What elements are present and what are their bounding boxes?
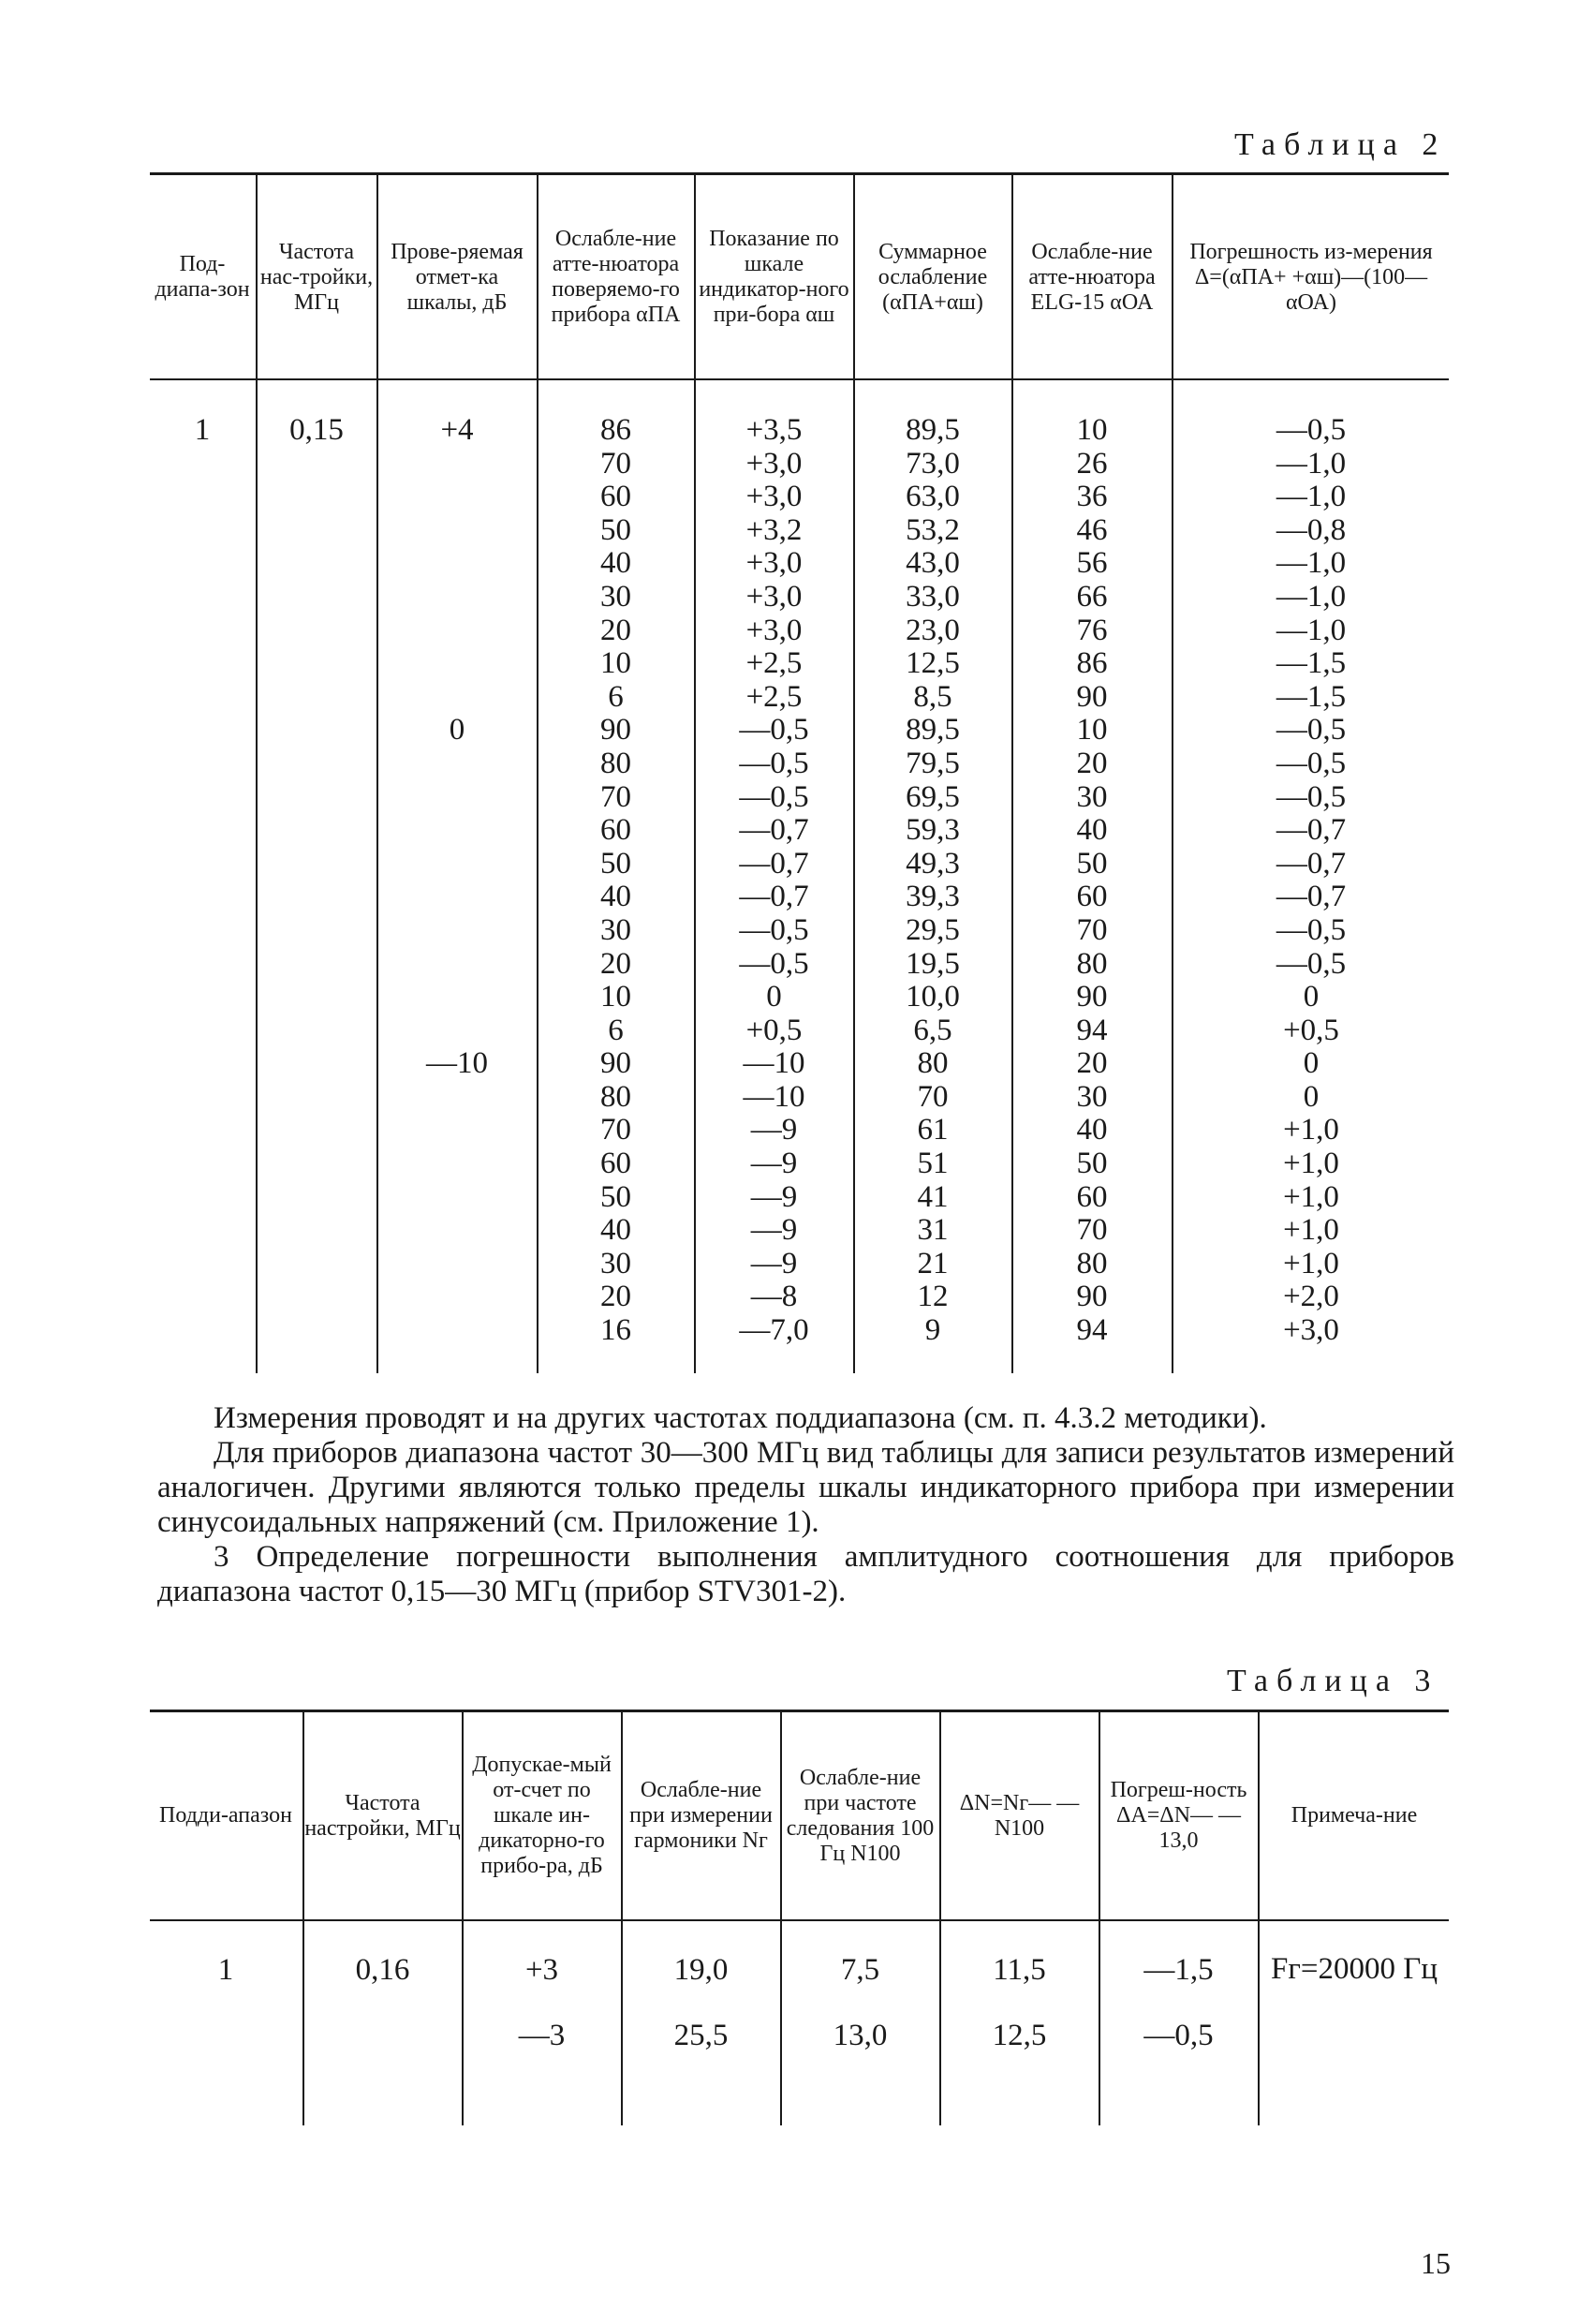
table2-total-cell: 6,5 — [913, 1013, 952, 1047]
table2-error-cell: +0,5 — [1283, 1013, 1339, 1047]
table3-row2-delta-n: 12,5 — [992, 2019, 1047, 2052]
table2-attenuation-cell: 70 — [600, 1113, 631, 1147]
table3-top-rule — [150, 1710, 1449, 1712]
table2-error-cell: —1,0 — [1276, 613, 1347, 647]
table2-reading-cell: +3,0 — [745, 579, 803, 614]
table2-reading-cell: —0,5 — [739, 713, 809, 748]
table2-total-cell: 12,5 — [906, 646, 960, 681]
table2-reading-cell: +3,5 — [745, 413, 803, 447]
table2-reading-cell: —9 — [750, 1113, 798, 1147]
table2-total-cell: 59,3 — [906, 813, 960, 848]
table2-reading-cell: —0,5 — [739, 946, 809, 981]
table2-error-cell: —0,7 — [1276, 846, 1347, 881]
table2-error-cell: —1,5 — [1276, 679, 1347, 714]
table2-attenuation-cell: 40 — [600, 1213, 631, 1248]
table2-total-cell: 29,5 — [906, 912, 960, 947]
table2-elg-cell: 26 — [1076, 446, 1108, 481]
table2-elg-cell: 10 — [1076, 413, 1108, 447]
table2-attenuation-cell: 40 — [600, 546, 631, 581]
table2-total-cell: 43,0 — [906, 546, 960, 581]
paragraph-section-3: 3 Определение погрешности выполнения амплитудного соотношения для приборов диапазона частот 0,15—30 МГц (прибор STV301-2). — [157, 1540, 1454, 1608]
table2-total-cell: 80 — [917, 1046, 949, 1081]
table2-error-cell: +1,0 — [1283, 1179, 1339, 1214]
table3-row1-mark: +3 — [524, 1953, 559, 1987]
table2-header-error: Погрешность из-мерения Δ=(αПА+ +αш)—(100—αОА) — [1189, 239, 1433, 315]
table2-error-cell: —0,7 — [1276, 813, 1347, 848]
body-text — [157, 1401, 1454, 1609]
table2-header-checked-mark: Прове-ряемая отмет-ка шкалы, дБ — [391, 239, 524, 315]
table2-reading-cell: +3,0 — [745, 546, 803, 581]
table3-header-frequency: Частота настройки, МГц — [304, 1790, 461, 1841]
table2-attenuation-cell: 6 — [608, 679, 624, 714]
table3-row1-error: —1,5 — [1143, 1953, 1214, 1987]
table2-error-cell: —1,0 — [1276, 480, 1347, 514]
table2-marks-column — [378, 414, 536, 1351]
table2-header-elg-attenuation: Ослабле-ние атте-нюатора ELG-15 αОА — [1028, 239, 1156, 315]
table2-attenuation-cell: 50 — [600, 1179, 631, 1214]
table2-elg-cell: 90 — [1076, 1280, 1108, 1314]
table3-header-harmonic-attenuation: Ослабле-ние при измерении гармоники Nг — [629, 1778, 773, 1853]
table2-error-cell: +3,0 — [1283, 1313, 1339, 1348]
table2-elg-cell: 90 — [1076, 980, 1108, 1014]
table2-attenuation-cell: 16 — [600, 1313, 631, 1348]
table2-total-cell: 9 — [924, 1313, 941, 1348]
table2-total-cell: 53,2 — [906, 512, 960, 547]
table2-attenuation-cell: 60 — [600, 480, 631, 514]
table2-error-cell: —1,0 — [1276, 546, 1347, 581]
table3-row2-error: —0,5 — [1143, 2019, 1214, 2052]
table2-reading-cell: —9 — [750, 1213, 798, 1248]
table2-header-range: Под-диапа-зон — [155, 252, 250, 302]
table3-row1-frequency: 0,16 — [355, 1953, 410, 1987]
table2-elg-cell: 76 — [1076, 613, 1108, 647]
table2-total-cell: 69,5 — [906, 779, 960, 814]
table2-error-cell: —0,5 — [1276, 779, 1347, 814]
table2-error-cell: —0,8 — [1276, 512, 1347, 547]
table2-attenuation-cell: 90 — [600, 1046, 631, 1081]
paragraph-measurements: Измерения проводят и на других частотах поддиапазона (см. п. 4.3.2 методики). — [214, 1401, 1267, 1435]
table2-elg-cell: 36 — [1076, 480, 1108, 514]
table2-reading-cell: —0,5 — [739, 746, 809, 780]
page-number: 15 — [1421, 2246, 1451, 2280]
table2-total-cell: 73,0 — [906, 446, 960, 481]
table2-total-cell: 39,3 — [906, 880, 960, 914]
table2-total-cell: 61 — [917, 1113, 949, 1147]
table2-attenuation-cell: 60 — [600, 1147, 631, 1181]
table2-elg-cell: 60 — [1076, 1179, 1108, 1214]
table2-reading-column — [696, 414, 852, 1348]
table2-reading-cell: +3,0 — [745, 480, 803, 514]
table2-reading-cell: —0,7 — [739, 846, 809, 881]
table2-total-cell: 19,5 — [906, 946, 960, 981]
table2-attenuation-cell: 80 — [600, 1079, 631, 1114]
table2-error-cell: +1,0 — [1283, 1246, 1339, 1280]
table2-caption: Таблица 2 — [1234, 127, 1447, 162]
table2-elg-cell: 20 — [1076, 1046, 1108, 1081]
table2-total-cell: 41 — [917, 1179, 949, 1214]
table3-header-error: Погреш-ность ΔA=ΔN— —13,0 — [1110, 1778, 1247, 1853]
table2-elg-cell: 40 — [1076, 813, 1108, 848]
table2-error-cell: +1,0 — [1283, 1113, 1339, 1147]
table2-attenuation-cell: 50 — [600, 846, 631, 881]
table2-range-cell: 1 — [194, 413, 211, 447]
table2-attenuation-cell: 60 — [600, 813, 631, 848]
table2-total-cell: 12 — [917, 1280, 949, 1314]
table2-total-cell: 63,0 — [906, 480, 960, 514]
table2-reading-cell: —0,7 — [739, 880, 809, 914]
table3-header-note: Примеча-ние — [1291, 1803, 1418, 1828]
table2-reading-cell: +2,5 — [745, 679, 803, 714]
table2-error-cell: —0,5 — [1276, 746, 1347, 780]
table2-attenuation-cell: 20 — [600, 613, 631, 647]
table2-attenuation-cell: 20 — [600, 946, 631, 981]
table3-row1-note: Fг=20000 Гц — [1271, 1952, 1438, 1986]
table2-elg-cell: 46 — [1076, 512, 1108, 547]
table2-attenuation-cell: 30 — [600, 579, 631, 614]
table3-header-range: Подди-апазон — [159, 1803, 292, 1828]
table2-elg-cell: 80 — [1076, 1246, 1108, 1280]
table3-row1-delta-n: 11,5 — [993, 1953, 1046, 1987]
table3-header-rule — [150, 1919, 1449, 1921]
table3-header-delta-n: ΔN=Nг— —N100 — [959, 1790, 1080, 1841]
table2-attenuation-cell: 50 — [600, 512, 631, 547]
table3-row2-mark: —3 — [518, 2019, 566, 2052]
table2-reading-cell: —9 — [750, 1147, 798, 1181]
table2-total-cell: 51 — [917, 1147, 949, 1181]
table2-mark-cell: +4 — [440, 413, 474, 447]
table3-caption: Таблица 3 — [1227, 1664, 1439, 1698]
table2-total-cell: 31 — [917, 1213, 949, 1248]
table2-header-attenuation: Ослабле-ние атте-нюатора поверяемо-го прибора αПА — [551, 227, 681, 327]
table2-attenuation-cell: 30 — [600, 912, 631, 947]
table2-error-cell: +2,0 — [1283, 1280, 1339, 1314]
table3-header-100hz-attenuation: Ослабле-ние при частоте следования 100 Гц N100 — [786, 1765, 935, 1866]
table3-row1-ng: 19,0 — [673, 1953, 729, 1987]
table2-reading-cell: +3,0 — [745, 446, 803, 481]
table2-elg-cell: 70 — [1076, 1213, 1108, 1248]
table2-attenuation-column — [538, 414, 693, 1348]
table2-mark-cell: —10 — [426, 1046, 488, 1081]
table2-attenuation-cell: 70 — [600, 446, 631, 481]
table2-reading-cell: —7,0 — [739, 1313, 809, 1348]
table2-error-cell: —0,5 — [1276, 946, 1347, 981]
table2-reading-cell: +2,5 — [745, 646, 803, 681]
table2-attenuation-cell: 6 — [608, 1013, 624, 1047]
table2-error-cell: —0,7 — [1276, 880, 1347, 914]
table2-elg-cell: 56 — [1076, 546, 1108, 581]
table2-elg-cell: 94 — [1076, 1013, 1108, 1047]
table2-reading-cell: —9 — [750, 1246, 798, 1280]
table2-attenuation-cell: 10 — [600, 646, 631, 681]
table2-total-cell: 21 — [917, 1246, 949, 1280]
table3-row1-n100: 7,5 — [840, 1953, 880, 1987]
table2-error-cell: 0 — [1303, 1079, 1320, 1114]
table2-elg-cell: 20 — [1076, 746, 1108, 780]
table2-total-column — [855, 414, 1010, 1348]
table2-reading-cell: +3,0 — [745, 613, 803, 647]
table2-error-cell: —1,0 — [1276, 446, 1347, 481]
table3-row2-ng: 25,5 — [673, 2019, 729, 2052]
table2-error-cell: 0 — [1303, 980, 1320, 1014]
table2-error-cell: —1,0 — [1276, 579, 1347, 614]
table2-total-cell: 10,0 — [906, 980, 960, 1014]
table2-reading-cell: +0,5 — [745, 1013, 803, 1047]
table3-row2-n100: 13,0 — [833, 2019, 888, 2052]
table3-header-allowed-reading: Допускае-мый от-счет по шкале ин-дикаторно-го прибо-ра, дБ — [472, 1753, 612, 1878]
table2-attenuation-cell: 10 — [600, 980, 631, 1014]
table2-mark-cell: 0 — [449, 713, 465, 748]
table2-elg-cell: 60 — [1076, 880, 1108, 914]
table3-row1-range: 1 — [217, 1953, 234, 1987]
table2-elg-cell: 90 — [1076, 679, 1108, 714]
table2-attenuation-cell: 90 — [600, 713, 631, 748]
table2-header-frequency: Частота нас-тройки, МГц — [259, 239, 374, 315]
paragraph-ranges: Для приборов диапазона частот 30—300 МГц вид таблицы для записи результатов измерений аналогичен. Другими являются только пределы шкалы индикаторного прибора при измерении синусоидальных напряжений (см. Приложение 1). — [157, 1436, 1454, 1539]
table2-attenuation-cell: 40 — [600, 880, 631, 914]
table2-elg-cell: 30 — [1076, 779, 1108, 814]
table2-total-cell: 79,5 — [906, 746, 960, 780]
table2-reading-cell: +3,2 — [745, 512, 803, 547]
table2-elg-cell: 86 — [1076, 646, 1108, 681]
table2-total-cell: 89,5 — [906, 413, 960, 447]
table2-elg-column — [1013, 414, 1171, 1348]
table2-error-cell: +1,0 — [1283, 1147, 1339, 1181]
table2-top-rule — [150, 172, 1449, 175]
table2-total-cell: 33,0 — [906, 579, 960, 614]
table2-attenuation-cell: 86 — [600, 413, 631, 447]
table2-attenuation-cell: 80 — [600, 746, 631, 780]
table2-elg-cell: 70 — [1076, 912, 1108, 947]
table2-reading-cell: —0,5 — [739, 779, 809, 814]
table2-reading-cell: —9 — [750, 1179, 798, 1214]
table2-elg-cell: 50 — [1076, 846, 1108, 881]
table2-error-cell: —0,5 — [1276, 713, 1347, 748]
table2-elg-cell: 50 — [1076, 1147, 1108, 1181]
table2-frequency-cell: 0,15 — [289, 413, 344, 447]
table2-error-cell: 0 — [1303, 1046, 1320, 1081]
table2-elg-cell: 66 — [1076, 579, 1108, 614]
table2-elg-cell: 94 — [1076, 1313, 1108, 1348]
table2-error-cell: —0,5 — [1276, 912, 1347, 947]
table2-total-cell: 23,0 — [906, 613, 960, 647]
table2-attenuation-cell: 70 — [600, 779, 631, 814]
table2-elg-cell: 40 — [1076, 1113, 1108, 1147]
table2-attenuation-cell: 30 — [600, 1246, 631, 1280]
table2-reading-cell: 0 — [766, 980, 782, 1014]
table2-total-cell: 8,5 — [913, 679, 952, 714]
table2-reading-cell: —8 — [750, 1280, 798, 1314]
table2-total-cell: 70 — [917, 1079, 949, 1114]
table2-header-reading: Показание по шкале индикатор-ного при-бора αш — [699, 227, 849, 327]
table2-error-cell: —1,5 — [1276, 646, 1347, 681]
table2-reading-cell: —10 — [743, 1079, 805, 1114]
table2-elg-cell: 80 — [1076, 946, 1108, 981]
table2-attenuation-cell: 20 — [600, 1280, 631, 1314]
table2-elg-cell: 10 — [1076, 713, 1108, 748]
table2-reading-cell: —10 — [743, 1046, 805, 1081]
table2-error-column — [1173, 414, 1449, 1348]
table2-reading-cell: —0,5 — [739, 912, 809, 947]
table2-total-cell: 89,5 — [906, 713, 960, 748]
table2-error-cell: +1,0 — [1283, 1213, 1339, 1248]
table2-error-cell: —0,5 — [1276, 413, 1347, 447]
table2-elg-cell: 30 — [1076, 1079, 1108, 1114]
table2-header-total-attenuation: Суммарное ослабление (αПА+αш) — [878, 239, 988, 315]
table2-header-rule — [150, 378, 1449, 380]
table2-reading-cell: —0,7 — [739, 813, 809, 848]
table2-total-cell: 49,3 — [906, 846, 960, 881]
